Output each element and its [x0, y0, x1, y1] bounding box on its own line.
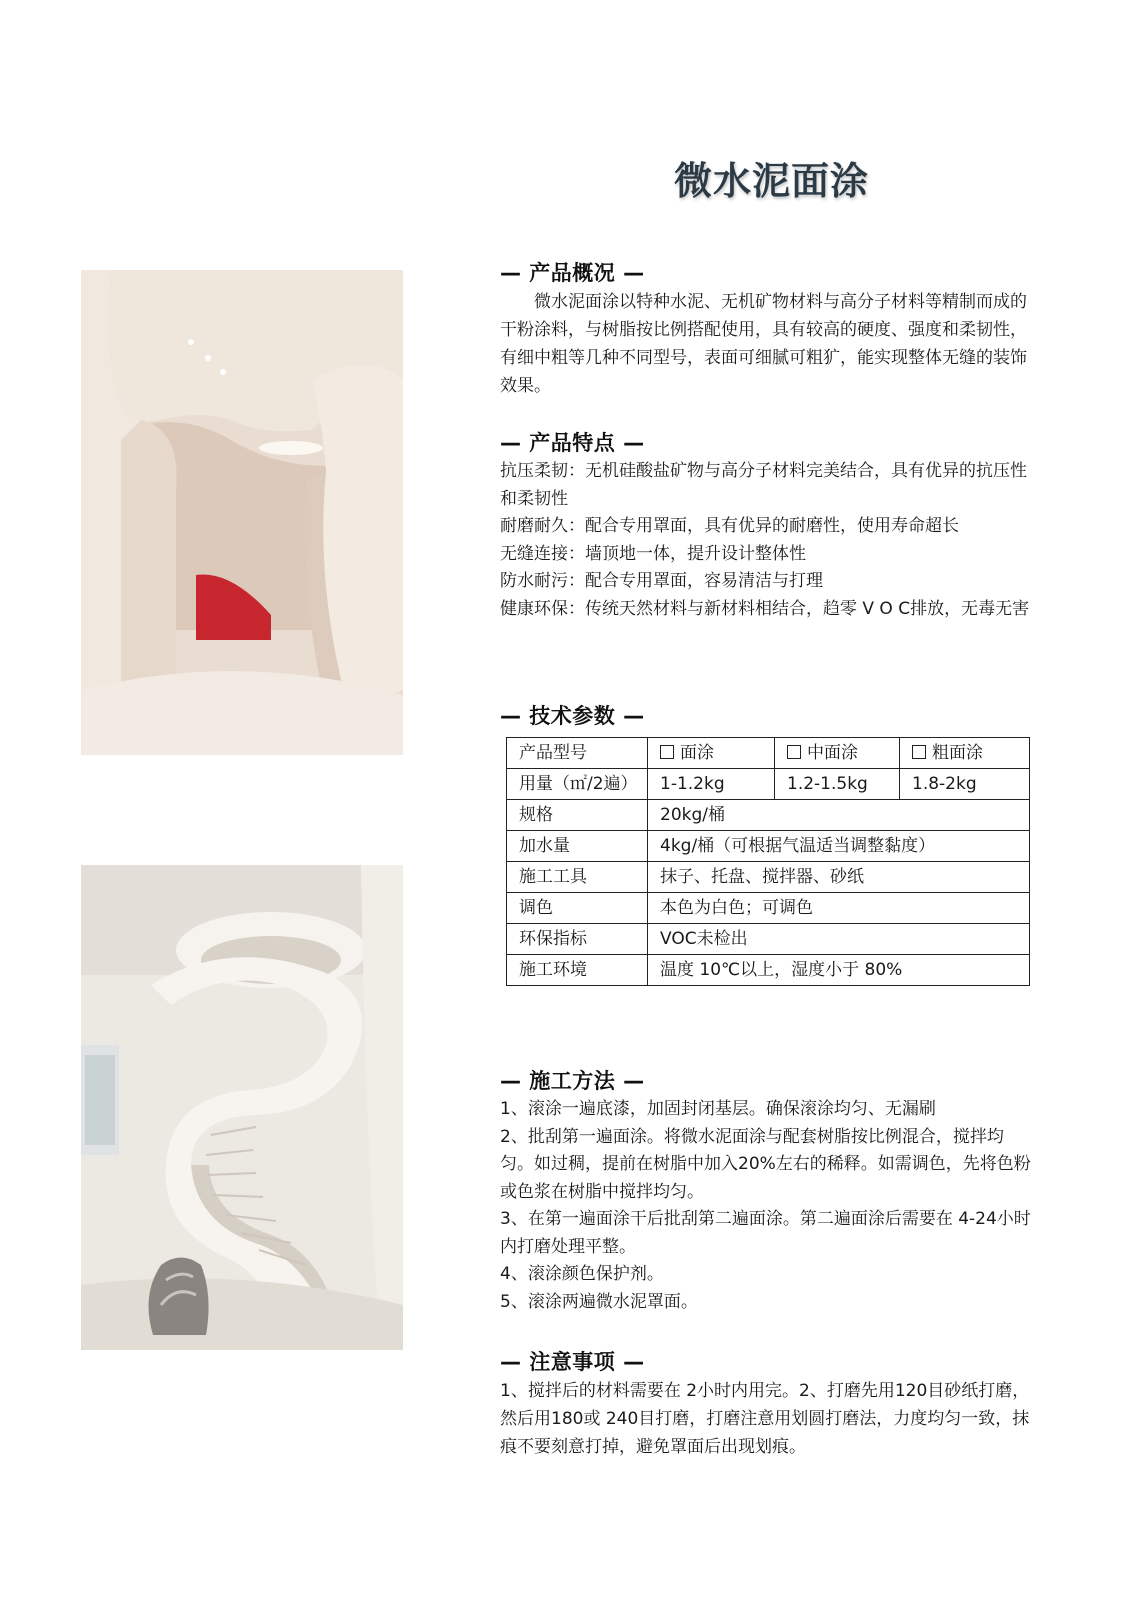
feature-item: 耐磨耐久：配合专用罩面，具有优异的耐磨性，使用寿命超长 [500, 516, 959, 536]
table-row [507, 893, 1030, 924]
table-row [507, 862, 1030, 893]
feature-item: 健康环保：传统天然材料与新材料相结合，趋零 V O C排放，无毒无害 [500, 598, 1030, 619]
feature-item: 无缝连接：墙顶地一体，提升设计整体性 [500, 543, 806, 564]
table-cell: 规格 [507, 800, 648, 831]
method-heading: — 施工方法 — [500, 1069, 645, 1093]
table-row [507, 924, 1030, 955]
table-cell: 产品型号 [507, 738, 648, 769]
table-cell [648, 738, 775, 769]
checkbox-icon [787, 745, 801, 759]
features-section [500, 428, 1035, 623]
table-cell: VOC未检出 [648, 924, 1030, 955]
table-cell: 1.2-1.5kg [775, 769, 900, 800]
method-step: 4、滚涂颜色保护剂。 [500, 1264, 664, 1284]
method-step: 3、在第一遍面涂干后批刮第二遍面涂。第二遍面涂后需要在 4-24小时内打磨处理平整。 [500, 1209, 1031, 1257]
method-step: 1、滚涂一遍底漆，加固封闭基层。确保滚涂均匀、无漏刷 [500, 1099, 936, 1119]
checkbox-icon [912, 745, 926, 759]
method-section [500, 1066, 1035, 1316]
table-cell: 温度 10℃以上，湿度小于 80% [648, 955, 1030, 986]
interior-photo-curved-walls [81, 270, 403, 755]
specs-section [500, 701, 1035, 731]
table-cell: 1.8-2kg [900, 769, 1030, 800]
checkbox-icon [660, 745, 674, 759]
table-row [507, 769, 1030, 800]
overview-text: 微水泥面涂以特种水泥、无机矿物材料与高分子材料等精制而成的干粉涂料，与树脂按比例搭配使用，具有较高的硬度、强度和柔韧性，有细中粗等几种不同型号，表面可细腻可粗犷，能实现整体无缝的装饰效果。 [500, 292, 1027, 396]
table-row [507, 800, 1030, 831]
page-title: 微水泥面涂 [674, 159, 870, 203]
table-cell: 调色 [507, 893, 648, 924]
method-step: 2、批刮第一遍面涂。将微水泥面涂与配套树脂按比例混合，搅拌均匀。如过稠，提前在树脂中加入20%左右的稀释。如需调色，先将色粉或色浆在树脂中搅拌均匀。 [500, 1126, 1031, 1202]
notes-section [500, 1347, 1035, 1461]
table-cell: 环保指标 [507, 924, 648, 955]
feature-item: 防水耐污：配合专用罩面，容易清洁与打理 [500, 571, 823, 591]
overview-section [500, 258, 1035, 400]
table-cell: 施工环境 [507, 955, 648, 986]
table-cell: 加水量 [507, 831, 648, 862]
notes-heading: — 注意事项 — [500, 1350, 645, 1374]
features-heading: — 产品特点 — [500, 431, 645, 455]
specs-heading: — 技术参数 — [500, 704, 645, 728]
table-row [507, 955, 1030, 986]
method-step: 5、滚涂两遍微水泥罩面。 [500, 1291, 698, 1312]
table-cell: 本色为白色；可调色 [648, 893, 1030, 924]
table-cell: 用量（㎡/2遍） [507, 769, 648, 800]
table-cell: 20kg/桶 [648, 800, 1030, 831]
feature-item: 抗压柔韧：无机硅酸盐矿物与高分子材料完美结合，具有优异的抗压性和柔韧性 [500, 461, 1027, 509]
table-row [507, 738, 1030, 769]
model-option: 中面涂 [807, 743, 858, 763]
model-option: 粗面涂 [932, 743, 983, 763]
table-cell: 抹子、托盘、搅拌器、砂纸 [648, 862, 1030, 893]
notes-text: 1、搅拌后的材料需要在 2小时内用完。2、打磨先用120目砂纸打磨，然后用180或 240目打磨，打磨注意用划圆打磨法，力度均匀一致，抹痕不要刻意打掉，避免罩面后出现划痕。 [500, 1381, 1030, 1457]
table-cell: 4kg/桶（可根据气温适当调整黏度） [648, 831, 1030, 862]
table-row [507, 831, 1030, 862]
spec-table [506, 737, 1030, 986]
model-option: 面涂 [680, 743, 714, 763]
table-cell: 1-1.2kg [648, 769, 775, 800]
overview-heading: — 产品概况 — [500, 261, 645, 285]
table-cell [775, 738, 900, 769]
table-cell [900, 738, 1030, 769]
table-cell: 施工工具 [507, 862, 648, 893]
interior-photo-spiral-staircase [81, 865, 403, 1350]
